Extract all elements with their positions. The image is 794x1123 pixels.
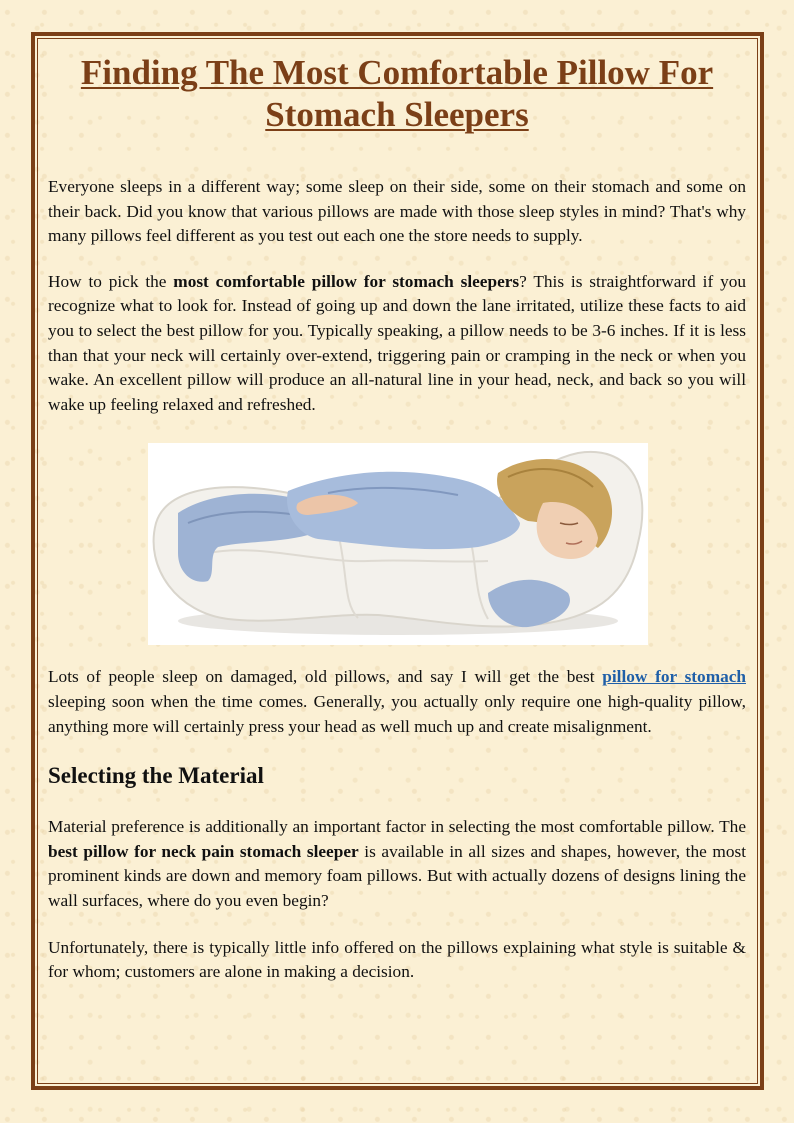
section-heading-material: Selecting the Material bbox=[48, 763, 264, 789]
paragraph-unfortunately: Unfortunately, there is typically little info offered on the pillows explaining what style is suitable & for whom; customers are alone in making a decision. bbox=[48, 937, 746, 982]
text-segment: is available in all sizes and shapes, however, the most prominent kinds are down and memory foam pillows. But with actually dozens of designs lining the wall surfaces, where do you even begin? bbox=[48, 841, 746, 910]
paragraph-damaged-pillows bbox=[48, 665, 746, 739]
text-segment: ? This is straightforward if you recognize what to look for. Instead of going up and down the lane irritated, utilize these facts to aid you to select the best pillow for you. Typically speaking, a pillow needs to be 3-6 inches. If it is less than that your neck will certainly over-extend, triggering pain or cramping in the neck or when you wake. An excellent pillow will produce an all-natural line in your head, neck, and back so you will wake up feeling relaxed and refreshed. bbox=[48, 271, 746, 414]
article bbox=[48, 48, 746, 985]
paragraph-intro: Everyone sleeps in a different way; some sleep on their side, some on their stomach and some on their back. Did you know that various pillows are made with those sleep styles in mind? That's why many pillows feel different as you test out each one the store needs to supply. bbox=[48, 177, 746, 246]
page-title: Finding The Most Comfortable Pillow For Stomach Sleepers bbox=[80, 53, 714, 134]
text-segment: sleeping soon when the time comes. Generally, you actually only require one high-quality pillow, anything more will certainly press your head as well much up and create misalignment. bbox=[48, 691, 746, 736]
text-segment: Material preference is additionally an important factor in selecting the most comfortable pillow. The bbox=[48, 817, 746, 837]
pillow-for-stomach-link[interactable]: pillow for stomach bbox=[602, 667, 747, 687]
text-segment: Lots of people sleep on damaged, old pillows, and say I will get the best bbox=[48, 667, 603, 687]
woman-sleeping-on-body-pillow-image bbox=[148, 443, 648, 645]
pillow-photo bbox=[148, 443, 648, 645]
bold-keyword: best pillow for neck pain stomach sleeper bbox=[48, 841, 359, 861]
paragraph-material bbox=[48, 815, 746, 913]
bold-keyword: most comfortable pillow for stomach sleepers bbox=[173, 271, 520, 291]
paragraph-how-to-pick bbox=[48, 270, 746, 418]
text-segment: How to pick the bbox=[48, 271, 174, 291]
